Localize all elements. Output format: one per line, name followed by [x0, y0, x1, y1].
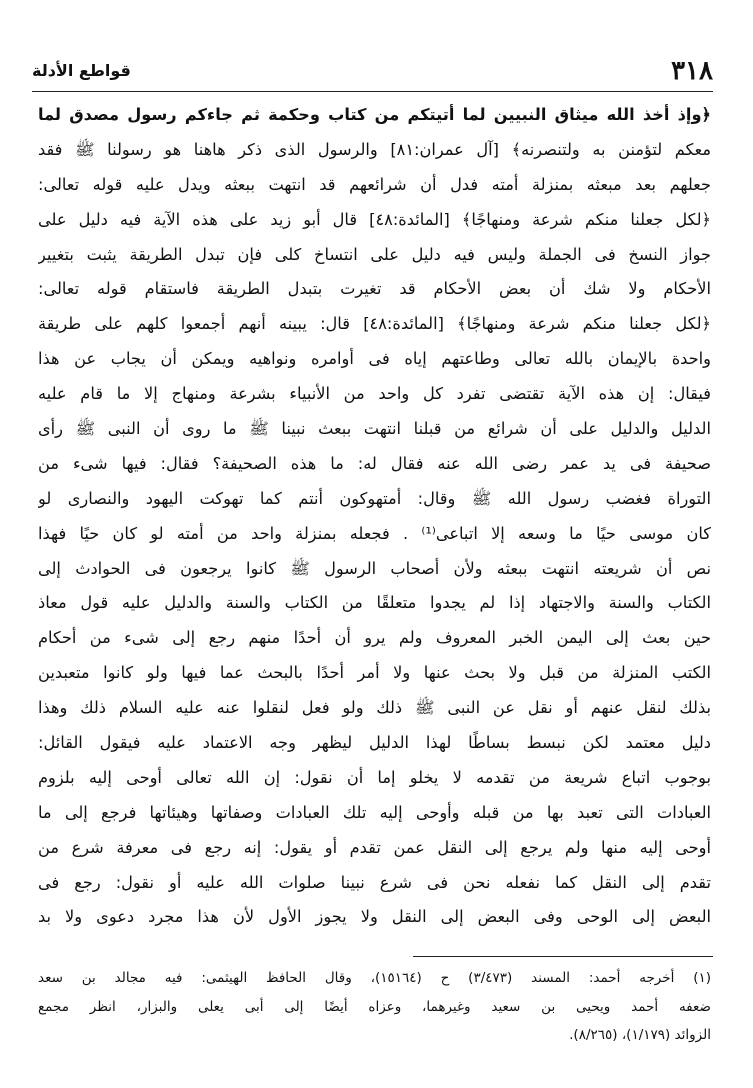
footnote-divider	[413, 956, 713, 957]
text-line: بذلك لنقل عنهم أو نقل عن النبى ﷺ ذلك ولو فعل لنقلوا عنه عليه السلام ذلك وهذا	[38, 698, 711, 718]
main-text	[38, 98, 711, 935]
footnote-line: ضعفه أحمد ويحيى بن سعيد وغيرهما، وعزاه أيضًا إلى أبى يعلى والبزار، انظر مجمع	[38, 998, 711, 1015]
text-line: الكتب المنزلة من قبل ولا بحث عنها ولا أمر أحدًا بالبحث عما فيها ولو كانوا متعبدين	[38, 663, 711, 683]
page-header	[32, 52, 713, 88]
text-line: واحدة بالإيمان بالله تعالى وطاعتهم إياه فى أوامره ونواهيه ويمكن أن يجاب عن هذا	[38, 349, 711, 369]
text-line: التوراة فغضب رسول الله ﷺ وقال: أمتهوكون أنتم كما تهوكت اليهود والنصارى لو	[38, 488, 711, 508]
text-line: ﴿لكل جعلنا منكم شرعة ومنهاجًا﴾ [المائدة:٤٨] قال: يبينه أنهم أجمعوا كلهم على طريقة	[38, 314, 711, 334]
running-title: قواطع الأدلة	[32, 61, 131, 80]
page-number: ٣١٨	[671, 56, 713, 86]
text-line: أوحى إليه منها ولم يرجع إلى النقل عمن تقدم أو يقول: إنه رجع فى معرفة شرع من	[38, 837, 711, 857]
text-line: البعض إلى الوحى وفى البعض إلى النقل ولا يجوز الأول لأن هذا مجرد دعوى ولا بد	[38, 907, 711, 927]
text-line: ﴿لكل جعلنا منكم شرعة ومنهاجًا﴾ [المائدة:٤٨] قال أبو زيد على هذه الآية فيه دليل على	[38, 209, 711, 229]
footnotes	[38, 964, 711, 1050]
text-line: تقدم إلى النقل كما نفعله نحن فى شرع نبينا صلوات الله عليه أو نقول: رجع فى	[38, 872, 711, 892]
text-line: كان موسى حيًا ما وسعه إلا اتباعى⁽¹⁾ . فجعله بمنزلة واحد من أمته لو كان حيًا فهذا	[38, 523, 711, 543]
text-line: الأحكام ولا شك أن بعض الأحكام قد تغيرت بتبدل الطريقة فاستقام قوله تعالى:	[38, 279, 711, 299]
text-line: حين بعث إلى اليمن الخبر المعروف ولم يرو أن أحدًا منهم رجع إلى شىء من أحكام	[38, 628, 711, 648]
text-line: جعلهم بعد مبعثه بمنزلة أمته فدل أن شرائعهم قد انتهت ببعثه ويدل عليه قوله تعالى:	[38, 174, 711, 194]
text-line: الدليل والدليل على أن شرائع من قبلنا انتهت ببعث نبينا ﷺ ما روى أن النبى ﷺ رأى	[38, 419, 711, 439]
text-line: فيقال: إن هذه الآية تقتضى تفرد كل واحد من الأنبياء بشرعة ومنهاج إلا ما قام عليه	[38, 384, 711, 404]
text-line: معكم لتؤمنن به ولتنصرنه﴾ [آل عمران:٨١] والرسول الذى ذكر هاهنا هو رسولنا ﷺ فقد	[38, 139, 711, 159]
text-line: دليل معتمد لكن نبسط بساطًا لهذا الدليل ليظهر وجه الاعتماد عليه فيقول القائل:	[38, 733, 711, 753]
text-line: الكتاب والسنة والاجتهاد إذا لم يجدوا متعلقًا من الكتاب والسنة والدليل عليه قول معاذ	[38, 593, 711, 613]
header-divider	[32, 91, 713, 92]
text-line: نص أن شريعته انتهت ببعثه ولأن أصحاب الرسول ﷺ كانوا يرجعون فى الحوادث إلى	[38, 558, 711, 578]
text-line: بوجوب اتباع شريعة من تقدمه لا يخلو إما أن نقول: إن الله تعالى أوحى إليه بلزوم	[38, 767, 711, 787]
text-line: جواز النسخ فى الجملة وليس فيه دليل على انتساخ كلى فإن تبدل الطريقة يثبت بتغيير	[38, 244, 711, 264]
text-line: العبادات التى تعبد بها من قبله وأوحى إليه تلك العبادات وصفاتها وهيئاتها فرجع إلى ما	[38, 802, 711, 822]
text-line: ﴿وإذ أخذ الله ميثاق النبيين لما أتيتكم من كتاب وحكمة ثم جاءكم رسول مصدق لما	[38, 105, 711, 124]
footnote-line: الزوائد (١/١٧٩)، (٨/٢٦٥).	[569, 1027, 711, 1043]
text-line: صحيفة فى يد عمر رضى الله عنه فقال له: ما هذه الصحيفة؟ فقال: فيها شىء من	[38, 453, 711, 473]
footnote-line: (١) أخرجه أحمد: المسند (٣/٤٧٣) ح (١٥١٦٤)، وقال الحافظ الهيثمى: فيه مجالد بن سعد	[38, 970, 711, 986]
